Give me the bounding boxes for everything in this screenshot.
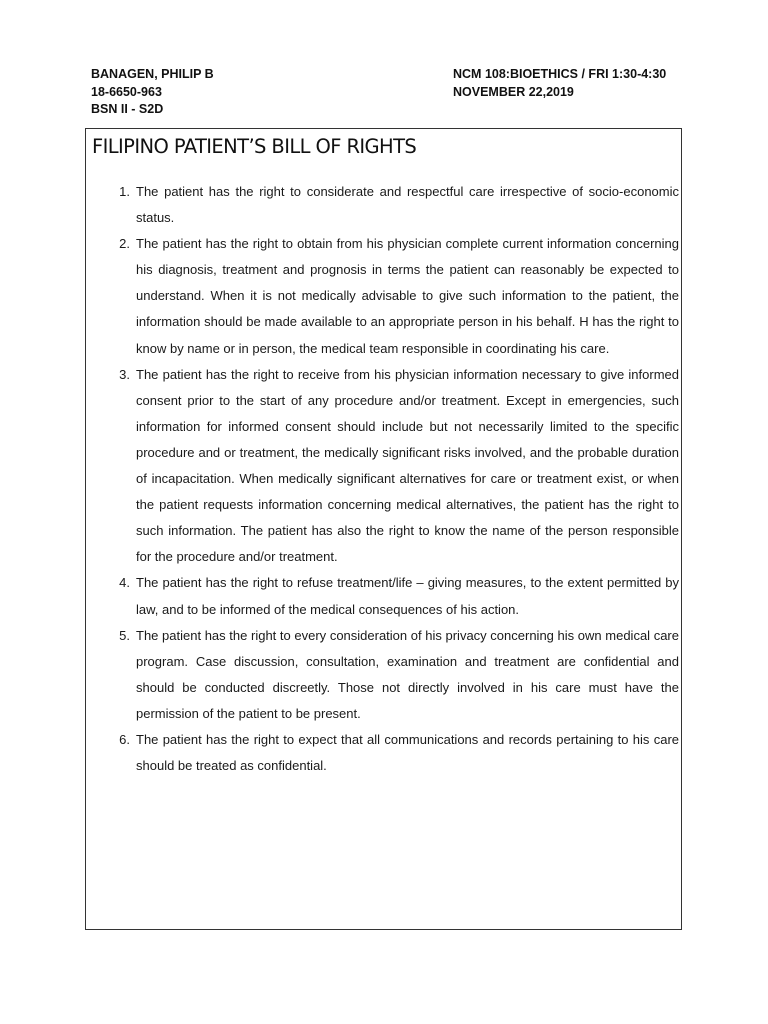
item-number: 6.: [119, 731, 130, 747]
item-text: The patient has the right to every consideration of his privacy concerning his own medical care program. Case discussion, consultation, examination and treatment are confidential and should be conducted discreetly. Those not directly involved in his care must have the permission of the patient to be present.: [136, 627, 679, 721]
item-text: The patient has the right to obtain from his physician complete current information concerning his diagnosis, treatment and prognosis in terms the patient can reasonably be expected to understand. When it is not medically advisable to give such information to the patient, the information should be made available to an appropriate person in his behalf. H has the right to know by name or in person, the medical team responsible in coordinating his care.: [136, 236, 679, 356]
item-text: The patient has the right to receive from his physician information necessary to give informed consent prior to the start of any procedure and/or treatment. Except in emergencies, such information for informed consent should include but not necessarily limited to the specific procedure and or treatment, the medically significant risks involved, and the probable duration of incapacitation. When medically significant alternatives for care or treatment exist, or when the patient requests information concerning medical alternatives, the patient has the right to such information. The patient has also the right to know the name of the person responsible for the procedure and/or treatment.: [136, 366, 679, 565]
list-item: [113, 362, 679, 571]
list-item: [113, 179, 679, 231]
student-section: BSN II - S2D: [91, 102, 164, 116]
item-number: 3.: [119, 366, 130, 382]
item-text: The patient has the right to expect that all communications and records pertaining to his care should be treated as confidential.: [136, 731, 679, 774]
content-frame: [85, 128, 682, 930]
student-name: BANAGEN, PHILIP B: [91, 67, 214, 81]
course-info: [453, 66, 666, 101]
item-text: The patient has the right to considerate and respectful care irrespective of socio-economic status.: [136, 184, 679, 226]
item-number: 1.: [119, 184, 130, 199]
list-item: [113, 727, 679, 779]
item-number: 4.: [119, 575, 130, 591]
student-info: [91, 66, 214, 119]
item-number: 2.: [119, 236, 130, 252]
course-schedule: NCM 108:BIOETHICS / FRI 1:30-4:30: [453, 67, 667, 81]
document-date: NOVEMBER 22,2019: [453, 84, 574, 99]
rights-list: [113, 179, 679, 779]
student-id: 18-6650-963: [91, 84, 162, 99]
list-item: [113, 623, 679, 727]
list-item: [113, 570, 679, 622]
list-item: [113, 231, 679, 361]
document-title: FILIPINO PATIENT’S BILL OF RIGHTS: [92, 135, 417, 158]
item-number: 5.: [119, 627, 130, 643]
item-text: The patient has the right to refuse treatment/life – giving measures, to the extent permitted by law, and to be informed of the medical consequences of his action.: [136, 575, 679, 617]
